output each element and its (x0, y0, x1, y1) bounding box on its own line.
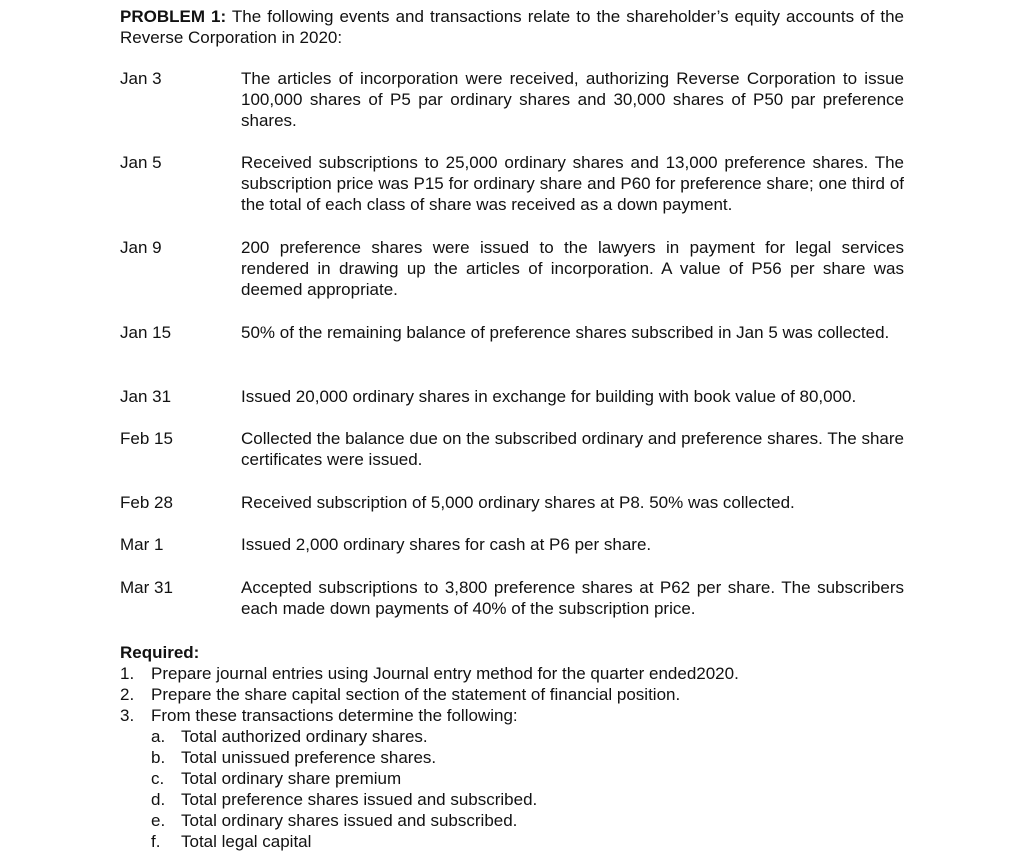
event-description: Received subscriptions to 25,000 ordinary shares and 13,000 preference shares. The subscription price was P15 for ordinary share and P60 for preference share; one third of the total of each class of share was received as a down payment. (241, 153, 904, 214)
event-description: Issued 2,000 ordinary shares for cash at P6 per share. (241, 535, 652, 554)
event-description: Collected the balance due on the subscribed ordinary and preference shares. The share certificates were issued. (241, 429, 904, 469)
required-sub-item (120, 789, 904, 810)
required-sub-item (120, 768, 904, 789)
required-item-number: 2. (120, 685, 135, 704)
required-item-text: Prepare the share capital section of the statement of financial position. (151, 685, 681, 704)
sub-item-text: Total authorized ordinary shares. (181, 727, 428, 746)
problem-label: PROBLEM 1: (120, 7, 227, 26)
required-heading: Required: (120, 643, 200, 662)
event-date: Jan 5 (120, 153, 162, 172)
required-section (120, 642, 904, 852)
sub-item-text: Total unissued preference shares. (181, 748, 437, 767)
required-item-number: 3. (120, 706, 135, 725)
required-list (120, 663, 904, 726)
required-sub-item (120, 831, 904, 852)
event-date: Feb 28 (120, 493, 173, 512)
event-description: The articles of incorporation were received, authorizing Reverse Corporation to issue 100,000 shares of P5 par ordinary shares and 30,000 shares of P50 par preference shares. (241, 69, 904, 130)
sub-item-letter: b. (151, 748, 166, 767)
sub-item-letter: c. (151, 769, 165, 788)
required-item-text: From these transactions determine the following: (151, 706, 518, 725)
problem-intro-text: The following events and transactions relate to the shareholder’s equity accounts of the Reverse Corporation in 2020: (120, 7, 904, 47)
problem-intro (120, 6, 904, 48)
event-date: Jan 15 (120, 323, 172, 342)
required-item-number: 1. (120, 664, 135, 683)
sub-item-letter: a. (151, 727, 166, 746)
event-description: Accepted subscriptions to 3,800 preference shares at P62 per share. The subscribers each made down payments of 40% of the subscription price. (241, 578, 904, 618)
sub-item-text: Total ordinary shares issued and subscribed. (181, 811, 518, 830)
problem-document (120, 6, 904, 851)
required-sub-list (120, 726, 904, 852)
required-sub-item (120, 810, 904, 831)
sub-item-letter: d. (151, 790, 166, 809)
event-date: Mar 1 (120, 535, 164, 554)
sub-item-letter: f. (151, 832, 161, 851)
event-description: 50% of the remaining balance of preference shares subscribed in Jan 5 was collected. (241, 323, 890, 342)
event-description: Issued 20,000 ordinary shares in exchange for building with book value of 80,000. (241, 387, 857, 406)
event-description: 200 preference shares were issued to the lawyers in payment for legal services rendered in drawing up the articles of incorporation. A value of P56 per share was deemed appropriate. (241, 238, 904, 299)
event-date: Jan 31 (120, 387, 172, 406)
sub-item-text: Total legal capital (181, 832, 312, 851)
required-sub-item (120, 747, 904, 768)
event-date: Jan 9 (120, 238, 162, 257)
required-sub-item (120, 726, 904, 747)
required-item (120, 663, 904, 684)
required-item-text: Prepare journal entries using Journal entry method for the quarter ended2020. (151, 664, 739, 683)
required-item (120, 705, 904, 726)
event-date: Feb 15 (120, 429, 173, 448)
sub-item-text: Total preference shares issued and subscribed. (181, 790, 538, 809)
required-item (120, 684, 904, 705)
event-date: Jan 3 (120, 69, 162, 88)
sub-item-text: Total ordinary share premium (181, 769, 402, 788)
event-date: Mar 31 (120, 578, 173, 597)
event-description: Received subscription of 5,000 ordinary shares at P8. 50% was collected. (241, 493, 795, 512)
sub-item-letter: e. (151, 811, 166, 830)
